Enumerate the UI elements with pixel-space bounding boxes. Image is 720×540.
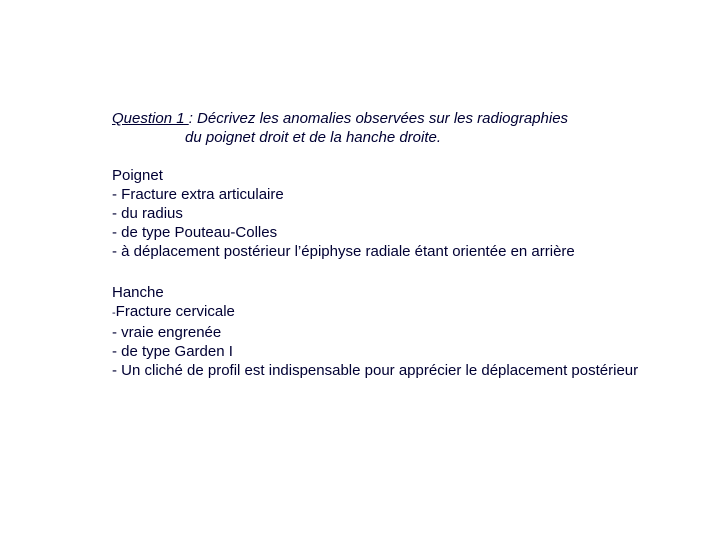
question-text-line2: du poignet droit et de la hanche droite.: [185, 129, 442, 146]
hip-heading: Hanche: [112, 284, 164, 301]
hip-first-dash: -: [112, 307, 116, 319]
hip-item: - Un cliché de profil est indispensable pour apprécier le déplacement postérieur: [112, 362, 639, 379]
wrist-item: - Fracture extra articulaire: [112, 186, 284, 203]
wrist-item: - à déplacement postérieur l’épiphyse radiale étant orientée en arrière: [112, 243, 575, 260]
wrist-answer: [112, 166, 692, 261]
hip-item-first: [112, 302, 692, 323]
question-block: [112, 109, 672, 147]
question-text-line1: : Décrivez les anomalies observées sur les radiographies: [188, 110, 569, 127]
hip-item: - vraie engrenée: [112, 324, 222, 341]
hip-answer: [112, 283, 692, 380]
question-label: Question 1: [112, 110, 189, 127]
hip-first-item-text: Fracture cervicale: [115, 303, 235, 320]
hip-item: - de type Garden I: [112, 343, 233, 360]
wrist-item: - du radius: [112, 205, 183, 222]
wrist-item: - de type Pouteau-Colles: [112, 224, 278, 241]
wrist-heading: Poignet: [112, 167, 163, 184]
